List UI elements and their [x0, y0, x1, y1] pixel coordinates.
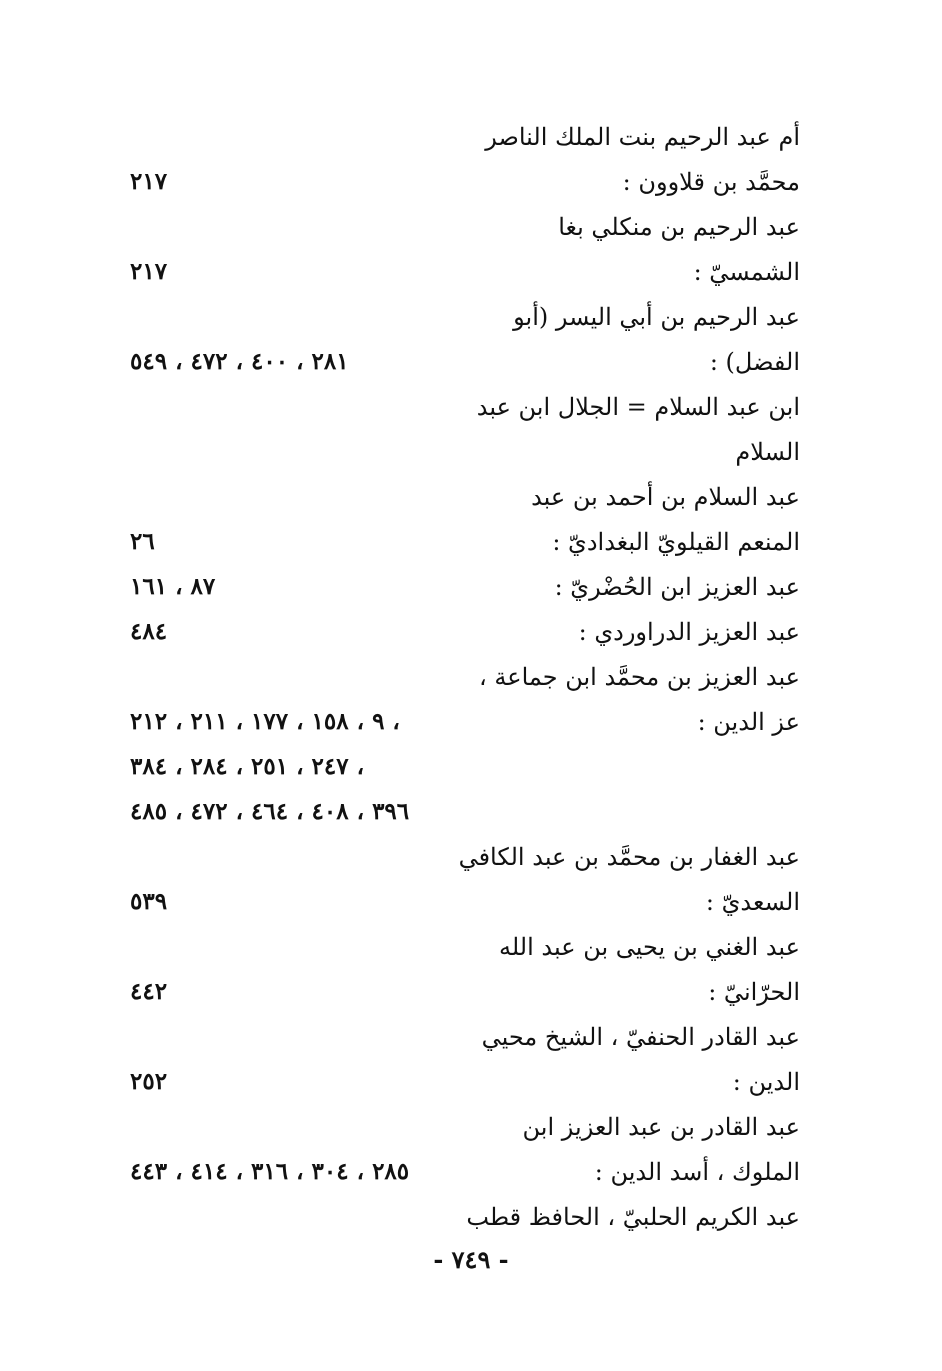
- entry-pages: [130, 115, 460, 159]
- entry-pages: [130, 925, 460, 969]
- entry-pages: [130, 475, 460, 519]
- entry-pages: ٢١٧: [130, 168, 168, 195]
- entry-name: الشمسيّ :: [693, 258, 800, 286]
- entry-name: عبد الكريم الحلبيّ ، الحافظ قطب: [466, 1203, 800, 1231]
- entry-pages: ٢٦: [130, 528, 155, 555]
- entry-name: عبد الرحيم بن منكلي بغا: [558, 213, 800, 241]
- entry-name: الدين :: [732, 1068, 800, 1096]
- entry-name: عز الدين :: [697, 708, 800, 736]
- entry-name: عبد الرحيم بن أبي اليسر (أبو: [513, 303, 800, 331]
- entry-name: الفضل) :: [709, 348, 800, 376]
- page-number: - ٧٤٩ -: [433, 1245, 509, 1274]
- entry-name: عبد العزيز ابن الحُضْريّ :: [554, 573, 800, 601]
- entry-name: السعديّ :: [705, 888, 800, 916]
- entry-name: عبد الغني بن يحيى بن عبد الله: [498, 933, 800, 961]
- entry-name: [470, 790, 800, 834]
- entry-pages: ٤٤٢: [130, 978, 168, 1005]
- entry-pages: ٢٥٢: [130, 1068, 168, 1095]
- entry-name: أم عبد الرحيم بنت الملك الناصر: [485, 123, 800, 151]
- entry-name: عبد الغفار بن محمَّد بن عبد الكافي: [458, 843, 800, 871]
- entry-pages: [130, 205, 460, 249]
- entry-pages: ٥٣٩: [130, 888, 168, 915]
- entry-name: ابن عبد السلام = الجلال ابن عبد: [476, 393, 800, 421]
- entry-pages: ٢٤٧ ، ٢٥١ ، ٢٨٤ ، ٣٨٤ ،: [130, 753, 365, 780]
- entry-pages: [130, 1105, 460, 1149]
- entry-name: عبد القادر الحنفيّ ، الشيخ محيي: [481, 1023, 800, 1051]
- entry-pages: ٢٨٥ ، ٣٠٤ ، ٣١٦ ، ٤١٤ ، ٤٤٣: [130, 1158, 410, 1185]
- entry-name: عبد العزيز الدراوردي :: [578, 618, 800, 646]
- entry-pages: [130, 1195, 460, 1239]
- entry-pages: [130, 835, 460, 879]
- entry-pages: ٩ ، ١٥٨ ، ١٧٧ ، ٢١١ ، ٢١٢ ،: [130, 708, 400, 735]
- entry-pages: [130, 385, 460, 429]
- entry-pages: [130, 1015, 460, 1059]
- entry-name: السلام: [735, 438, 800, 466]
- entry-name: عبد السلام بن أحمد بن عبد: [531, 483, 800, 511]
- entry-pages: ٢٨١ ، ٤٠٠ ، ٤٧٢ ، ٥٤٩: [130, 348, 349, 375]
- entry-name: عبد العزيز بن محمَّد ابن جماعة ،: [479, 663, 800, 691]
- entry-name: الحرّانيّ :: [708, 978, 800, 1006]
- entry-pages: [130, 430, 460, 474]
- entry-pages: [130, 655, 460, 699]
- entry-pages: [130, 295, 460, 339]
- entry-pages: ٣٩٦ ، ٤٠٨ ، ٤٦٤ ، ٤٧٢ ، ٤٨٥: [130, 798, 410, 825]
- entry-name: [470, 745, 800, 789]
- entry-name: محمَّد بن قلاوون :: [622, 168, 800, 196]
- entry-pages: ٤٨٤: [130, 618, 168, 645]
- entry-pages: ٨٧ ، ١٦١: [130, 573, 216, 600]
- entry-pages: ٢١٧: [130, 258, 168, 285]
- entry-name: عبد القادر بن عبد العزيز ابن: [522, 1113, 800, 1141]
- entry-name: الملوك ، أسد الدين :: [594, 1158, 800, 1186]
- entry-name: المنعم القيلويّ البغداديّ :: [552, 528, 800, 556]
